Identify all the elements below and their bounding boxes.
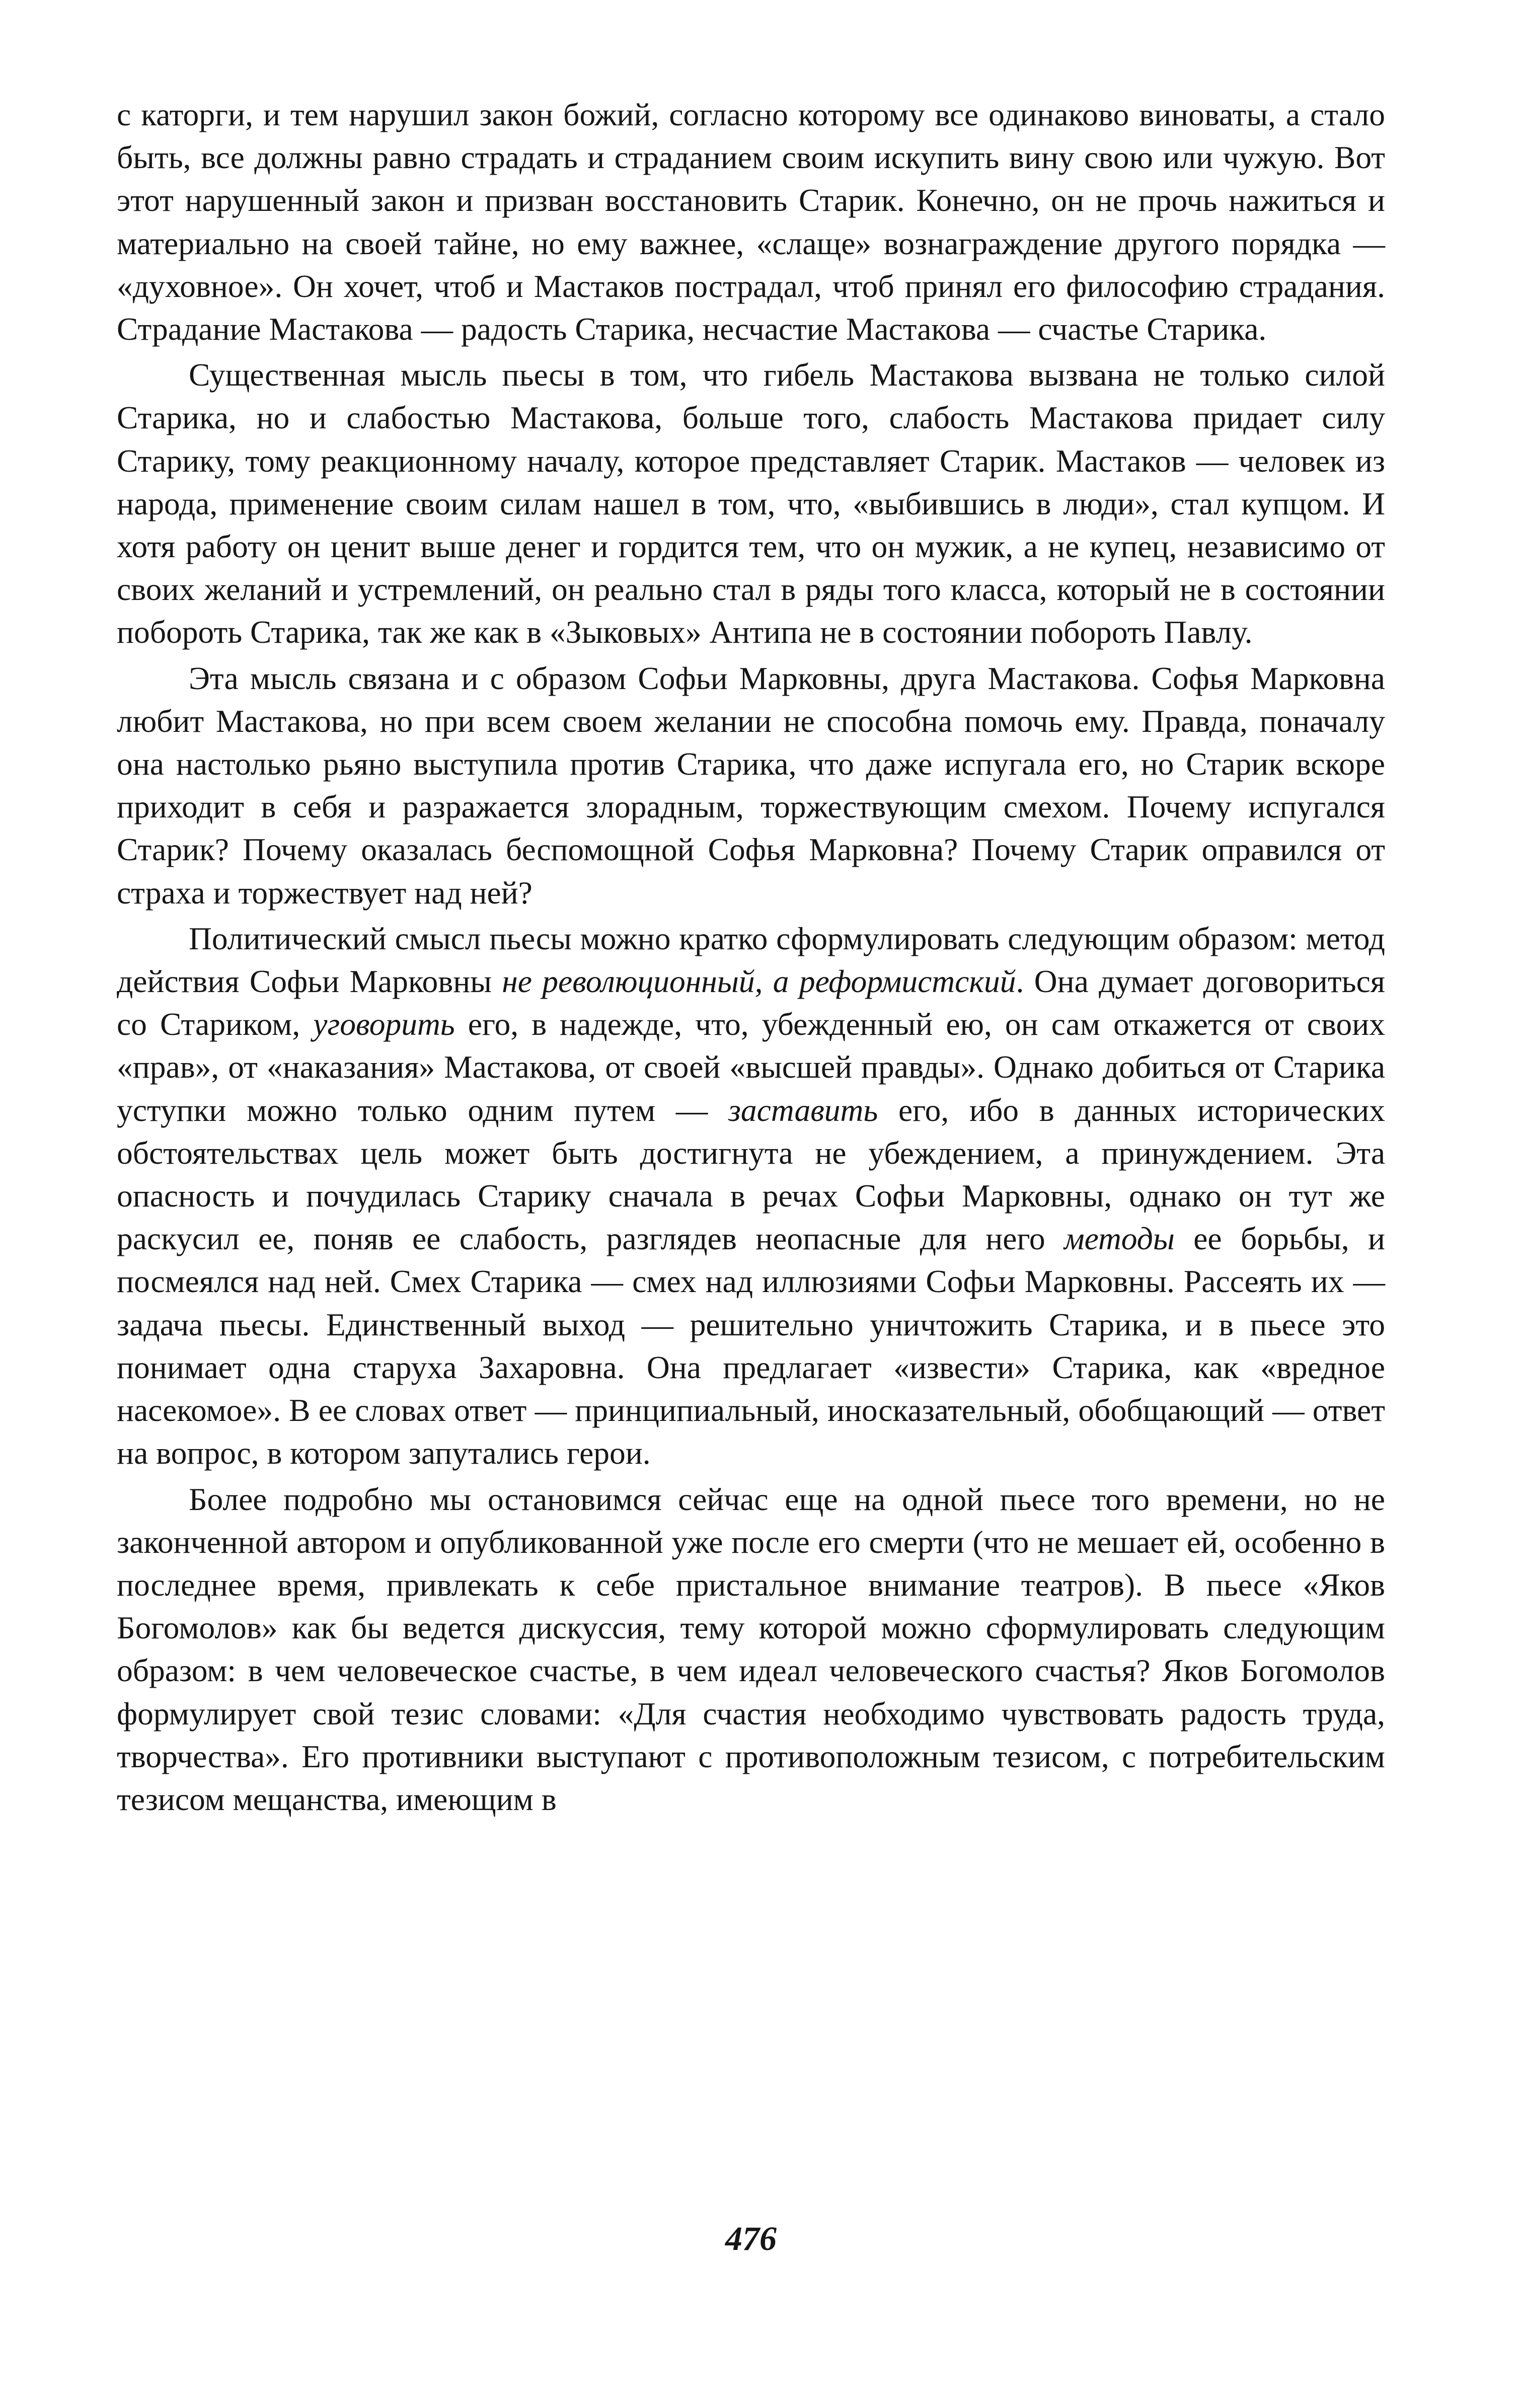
emphasis-text: заставить — [728, 1092, 878, 1128]
page-number: 476 — [725, 2219, 777, 2258]
paragraph — [117, 93, 1385, 350]
text-run: Существенная мысль пьесы в том, что гибель Мастакова вызвана не только силой Старика, но и слабостью Мастакова, больше того, слабость Мастакова придает силу Старику, тому реакционному началу, которое представляет Старик. Мастаков — человек из народа, применение своим силам нашел в том, что, «выбившись в люди», стал купцом. И хотя работу он ценит выше денег и гордится тем, что он мужик, а не купец, независимо от своих желаний и устремлений, он реально стал в ряды того класса, который не в состоянии побороть Старика, так же как в «Зыковых» Антипа не в состоянии побороть Павлу. — [117, 357, 1385, 650]
paragraph — [117, 917, 1385, 1475]
emphasis-text: уговорить — [313, 1006, 455, 1042]
text-run: Эта мысль связана и с образом Софьи Марковны, друга Мастакова. Софья Марковна любит Мастакова, но при всем своем желании не способна помочь ему. Правда, поначалу она настолько рьяно выступила против Старика, что даже испугала его, но Старик вскоре приходит в себя и разражается злорадным, торжествующим смехом. Почему испугался Старик? Почему оказалась беспомощной Софья Марковна? Почему Старик оправился от страха и торжествует над ней? — [117, 660, 1385, 911]
text-run: ее борьбы, и посмеялся над ней. Смех Старика — смех над иллюзиями Софьи Марковны. Рассеять их — задача пьесы. Единственный выход — решительно уничтожить Старика, и в пьесе это понимает одна старуха Захаровна. Она предлагает «извести» Старика, как «вредное насекомое». В ее словах ответ — принципиальный, иносказательный, обобщающий — ответ на вопрос, в котором запутались герои. — [117, 1221, 1385, 1471]
text-run: его, ибо в данных исторических обстоятельствах цель может быть достигнута не убеждением, а принуждением. Эта опасность и почудилась Старику сначала в речах Софьи Марковны, однако он тут же раскусил ее, поняв ее слабость, разглядев неопасные для него — [117, 1092, 1385, 1257]
emphasis-text: не революционный, а реформистский — [502, 963, 1016, 1000]
emphasis-text: методы — [1064, 1221, 1175, 1257]
text-run: Более подробно мы остановимся сейчас еще на одной пьесе того времени, но не законченной автором и опубликованной уже после его смерти (что не мешает ей, особенно в последнее время, привлекать к себе пристальное внимание театров). В пьесе «Яков Богомолов» как бы ведется дискуссия, тему которой можно сформулировать следующим образом: в чем человеческое счастье, в чем идеал человеческого счастья? Яков Богомолов формулирует свой тезис словами: «Для счастия необходимо чувствовать радость труда, творчества». Его противники выступают с противоположным тезисом, с потребительским тезисом мещанства, имеющим в — [117, 1481, 1385, 1817]
text-run: . Она думает договориться со Стариком, — [117, 963, 1385, 1042]
paragraph — [117, 657, 1385, 914]
text-run: с каторги, и тем нарушил закон божий, согласно которому все одинаково виноваты, а стало быть, все должны равно страдать и страданием своим искупить вину свою или чужую. Вот этот нарушенный закон и призван восстановить Старик. Конечно, он не прочь нажиться и материально на своей тайне, но ему важнее, «слаще» вознаграждение другого порядка — «духовное». Он хочет, чтоб и Мастаков пострадал, чтоб принял его философию страдания. Страдание Мастакова — радость Старика, несчастие Мастакова — счастье Старика. — [117, 97, 1385, 347]
book-page — [117, 93, 1385, 2358]
paragraph — [117, 353, 1385, 653]
paragraph — [117, 1478, 1385, 1821]
text-run: Политический смысл пьесы можно кратко сформулировать следующим образом: метод действия Софьи Марковны — [117, 920, 1385, 1000]
body-text — [117, 93, 1385, 1821]
text-run: его, в надежде, что, убежденный ею, он сам откажется от своих «прав», от «наказания» Мастакова, от своей «высшей правды». Однако добиться от Старика уступки можно только одним путем — — [117, 1006, 1385, 1128]
